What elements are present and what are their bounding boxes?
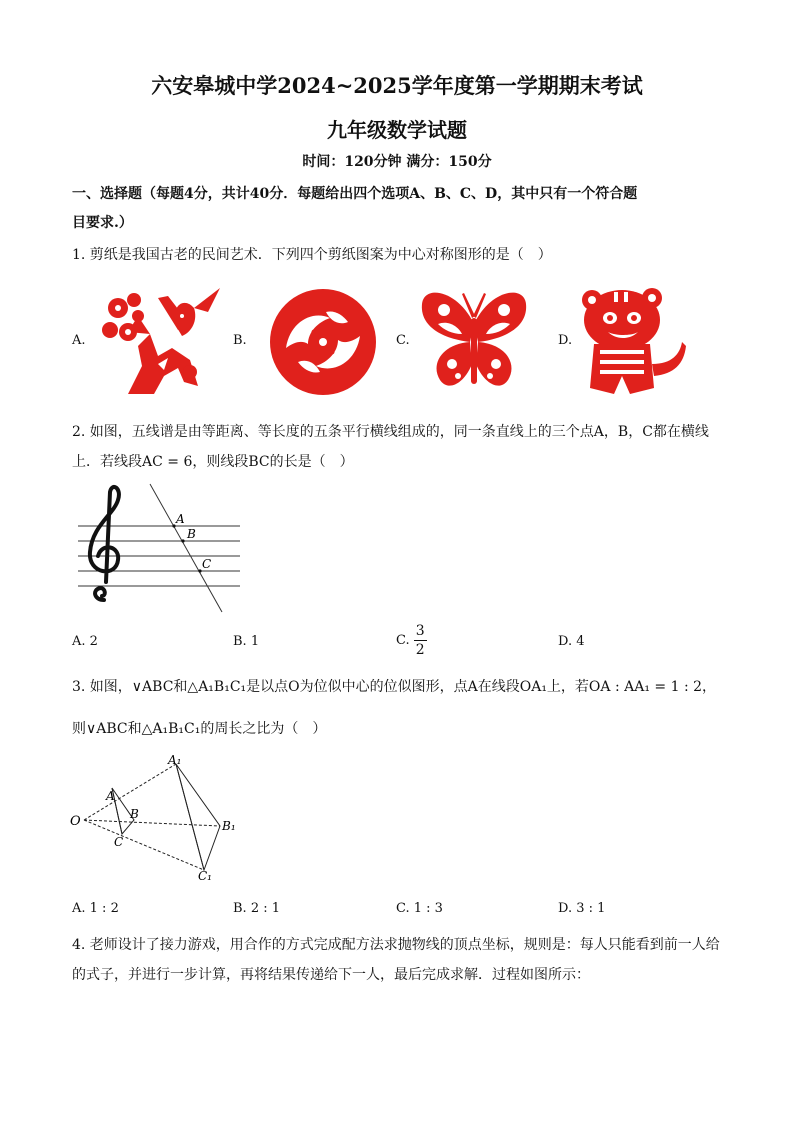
point-label-a1: A₁ xyxy=(168,753,182,767)
q3-option-c: C. 1 : 3 xyxy=(396,901,443,916)
q1-option-d-label: D. xyxy=(558,333,573,348)
q3-option-a: A. 1 : 2 xyxy=(72,901,119,916)
point-label-b1: B₁ xyxy=(222,819,236,833)
q1-option-c-label: C. xyxy=(396,333,410,348)
exam-subtitle: 九年级数学试题 xyxy=(327,118,467,142)
papercut-bird-branch-image xyxy=(98,286,222,398)
q3-homothety-figure xyxy=(66,750,246,886)
q2-option-c-prefix: C. xyxy=(396,633,410,648)
q2-option-d: D. 4 xyxy=(558,634,585,649)
point-label-c: C xyxy=(202,557,212,571)
q2-option-c-fraction xyxy=(414,622,427,659)
fraction-numerator: 3 xyxy=(415,623,425,639)
q2-stem-line2: 上．若线段AC = 6，则线段BC的长是（ ） xyxy=(72,454,354,470)
section-heading-line1: 一、选择题（每题4分，共计40分．每题给出四个选项A、B、C、D，其中只有一个符合题 xyxy=(72,186,638,202)
point-label-o: O xyxy=(70,814,81,829)
q2-stem-line1: 2. 如图，五线谱是由等距离、等长度的五条平行横线组成的，同一条直线上的三个点A，B，C都在横线 xyxy=(72,424,709,440)
point-label-b: B xyxy=(130,807,139,821)
q1-stem: 1. 剪纸是我国古老的民间艺术．下列四个剪纸图案为中心对称图形的是（ ） xyxy=(72,247,552,263)
point-label-a: A xyxy=(106,789,115,803)
papercut-round-fish-image xyxy=(268,288,378,396)
q2-option-b: B. 1 xyxy=(233,634,260,649)
q2-option-c xyxy=(396,622,427,659)
q4-stem-line1: 4. 老师设计了接力游戏，用合作的方式完成配方法求抛物线的顶点坐标，规则是：每人只能看到前一人给 xyxy=(72,937,720,953)
exam-title: 六安皋城中学2024~2025学年度第一学期期末考试 xyxy=(151,73,643,98)
point-label-b: B xyxy=(187,527,196,541)
q3-stem-line1: 3. 如图，∨ABC和△A₁B₁C₁是以点O为位似中心的位似图形，点A在线段OA₁上，若OA : AA₁ = 1 : 2， xyxy=(72,679,717,695)
transversal-line xyxy=(150,484,222,612)
exam-meta: 时间：120分钟 满分：150分 xyxy=(302,154,492,170)
papercut-butterfly-image xyxy=(418,284,530,396)
section-heading-line2: 目要求.） xyxy=(72,215,133,231)
point-label-a: A xyxy=(176,512,185,526)
q3-option-b: B. 2 : 1 xyxy=(233,901,281,916)
point-label-c1: C₁ xyxy=(198,869,212,883)
q4-stem-line2: 的式子，并进行一步计算，再将结果传递给下一人，最后完成求解．过程如图所示： xyxy=(72,967,590,983)
treble-clef-icon xyxy=(90,487,119,600)
q3-option-d: D. 3 : 1 xyxy=(558,901,606,916)
q1-option-b-label: B. xyxy=(233,333,247,348)
q2-staff-figure xyxy=(72,482,244,614)
q1-option-a-label: A. xyxy=(72,333,86,348)
papercut-tiger-image xyxy=(576,284,686,400)
point-label-c: C xyxy=(114,835,124,849)
q3-stem-line2: 则∨ABC和△A₁B₁C₁的周长之比为（ ） xyxy=(72,721,327,737)
fraction-denominator: 2 xyxy=(415,642,425,658)
q2-option-a: A. 2 xyxy=(72,634,98,649)
